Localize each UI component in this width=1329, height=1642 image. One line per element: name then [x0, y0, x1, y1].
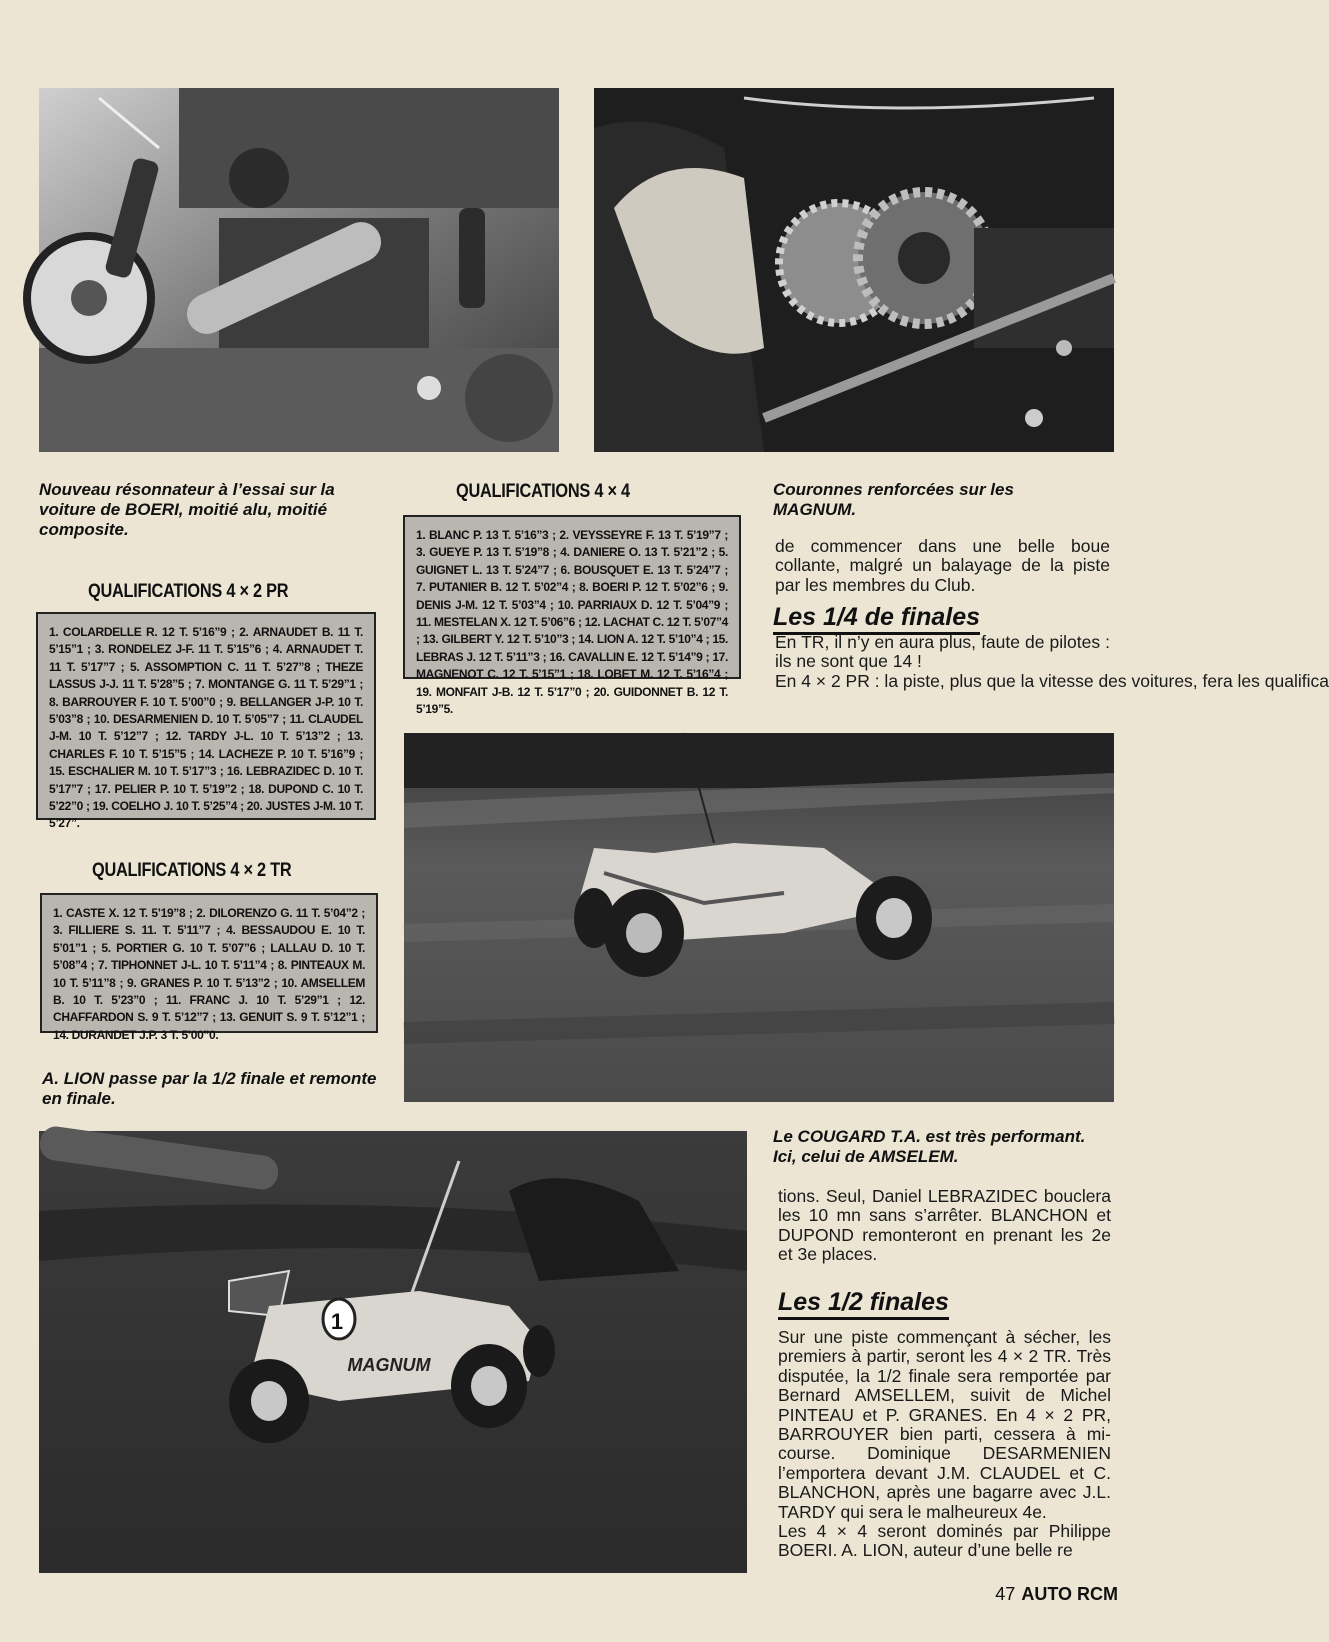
results-qualifications-4x4: 1. BLANC P. 13 T. 5’16”3 ; 2. VEYSSEYRE F. 13 T. 5’19”7 ; 3. GUEYE P. 13 T. 5’19”8 ; 4. DANIERE O. 13 T. 5’21”2 ; 5. GUIGNET L. 13 T. 5’24”7 ; 6. BOUSQUET E. 13 T. 5’24”7 ; 7. PUTANIER B. 12 T. 5’02”4 ; 8. BOERI P. 12 T. 5’02”6 ; 9. DENIS J-M. 12 T. 5’03”4 ; 10. PARRIAUX D. 12 T. 5’04”9 ; 11. MESTELAN X. 12 T. 5’06”6 ; 12. LACHAT C. 12 T. 5’07”4 ; 13. GILBERT Y. 12 T. 5’10”3 ; 14. LION A. 12 T. 5’10”4 ; 15. LEBRAS J. 12 T. 5’11”3 ; 16. CAVALLIN E. 12 T. 5’14”9 ; 17. MAGNENOT C. 12 T. 5’15”1 ; 18. LOBET M. 12 T. 5’16”4 ; 19. MONFAIT J-B. 12 T. 5’17”0 ; 20. GUIDONNET B. 12 T. 5’19”5. [403, 515, 741, 679]
half-para-1: Sur une piste commençant à sécher, les premiers à partir, seront les 4 × 2 TR. Très disputée, la 1/2 finale sera remportée par Bernard AMSELLEM, suivit de Michel PINTEAU et P. GRANES. En 4 × 2 PR, BARROUYER bien parti, cessera à mi-course. Dominique DESARMENIEN l’emportera devant J.M. CLAUDEL et C. BLANCHON, après une bagarre avec J.L. TARDY qui sera le malheureux 4e. [778, 1327, 1111, 1522]
photo-magnum-gears [594, 88, 1114, 452]
photo-cougard-amselem [404, 733, 1114, 1102]
page-footer [995, 1584, 1118, 1605]
heading-half-finals [778, 1288, 949, 1316]
quarter-para-2: En 4 × 2 PR : la piste, plus que la vitesse des voitures, fera les qualifica [775, 670, 1329, 691]
article-continuation [778, 1187, 1111, 1265]
caption-magnum: Couronnes renforcées sur les MAGNUM. [773, 480, 1014, 519]
photo-boeri-resonator [39, 88, 559, 452]
heading-quarter-finals-text: Les 1/4 de finales [773, 603, 980, 635]
heading-quarter-finals [773, 603, 980, 631]
quarter-para-1: En TR, il n’y en aura plus, faute de pilotes : ils ne sont que 14 ! [775, 632, 1110, 672]
half-para-2: Les 4 × 4 seront dominés par Philippe BOERI. A. LION, auteur d’une belle re [778, 1521, 1111, 1561]
caption-lion: A. LION passe par la 1/2 finale et remonte en finale. [42, 1069, 377, 1108]
caption-boeri: Nouveau résonnateur à l’essai sur la voiture de BOERI, moitié alu, moitié composite. [39, 480, 335, 539]
article-intro-text: de commencer dans une belle boue collante, malgré un balayage de la piste par les membres du Club. [775, 536, 1110, 595]
article-quarter-finals [775, 632, 1329, 691]
results-qualifications-4x2tr: 1. CASTE X. 12 T. 5’19”8 ; 2. DILORENZO G. 11 T. 5’04”2 ; 3. FILLIERE S. 11. T. 5’11”7 ; 4. BESSAUDOU E. 10 T. 5’01”1 ; 5. PORTIER G. 10 T. 5’07”6 ; LALLAU D. 10 T. 5’08”4 ; 7. TIPHONNET J-L. 10 T. 5’11”4 ; 8. PINTEAUX M. 10 T. 5’11”8 ; 9. GRANES P. 10 T. 5’13”2 ; 10. AMSELLEM B. 10 T. 5’23”0 ; 11. FRANC J. 10 T. 5’29”1 ; 12. CHAFFARDON S. 9 T. 5’12”7 ; 13. GENUIT S. 9 T. 5’12”1 ; 14. DURANDET J.P. 3 T. 5’00”0. [40, 893, 378, 1033]
heading-qualifications-4x4: QUALIFICATIONS 4 × 4 [456, 481, 630, 502]
article-half-finals [778, 1328, 1111, 1561]
heading-qualifications-4x2pr: QUALIFICATIONS 4 × 2 PR [88, 581, 289, 602]
results-qualifications-4x2pr: 1. COLARDELLE R. 12 T. 5’16”9 ; 2. ARNAUDET B. 11 T. 5’15”1 ; 3. RONDELEZ J-F. 11 T. 5’15”6 ; 4. ARNAUDET T. 11 T. 5’17”7 ; 5. ASSOMPTION C. 11 T. 5’27”8 ; THEZE LASSUS J-J. 11 T. 5’28”5 ; 7. MONTANGE G. 11 T. 5’29”1 ; 8. BARROUYER F. 10 T. 5’00”0 ; 9. BELLANGER J-P. 10 T. 5’03”8 ; 10. DESARMENIEN D. 10 T. 5’05”7 ; 11. CLAUDEL J-M. 10 T. 5’12”7 ; 12. TARDY J-L. 10 T. 5’13”2 ; 13. CHARLES F. 10 T. 5’15”5 ; 14. LACHEZE P. 10 T. 5’16”9 ; 15. ESCHALIER M. 10 T. 5’17”3 ; 16. LEBRAZIDEC D. 10 T. 5’17”7 ; 17. PELIER P. 10 T. 5’19”2 ; 18. DUPOND C. 10 T. 5’22”0 ; 19. COELHO J. 10 T. 5’25”4 ; 20. JUSTES J-M. 10 T. 5’27”. [36, 612, 376, 820]
heading-half-finals-text: Les 1/2 finales [778, 1288, 949, 1320]
caption-cougard: Le COUGARD T.A. est très performant. Ici, celui de AMSELEM. [773, 1127, 1086, 1166]
heading-qualifications-4x2tr: QUALIFICATIONS 4 × 2 TR [92, 860, 292, 881]
article-intro [775, 537, 1110, 595]
article-continuation-text: tions. Seul, Daniel LEBRAZIDEC bouclera les 10 mn sans s’arrêter. BLANCHON et DUPOND remonteront en prenant les 2e et 3e places. [778, 1186, 1111, 1265]
car-label-magnum: MAGNUM [347, 1355, 431, 1375]
car-number: 1 [330, 1309, 344, 1334]
photo-magnum-buggy [39, 1131, 747, 1573]
magazine-name: AUTO RCM [1021, 1584, 1118, 1604]
page-number: 47 [995, 1584, 1016, 1604]
